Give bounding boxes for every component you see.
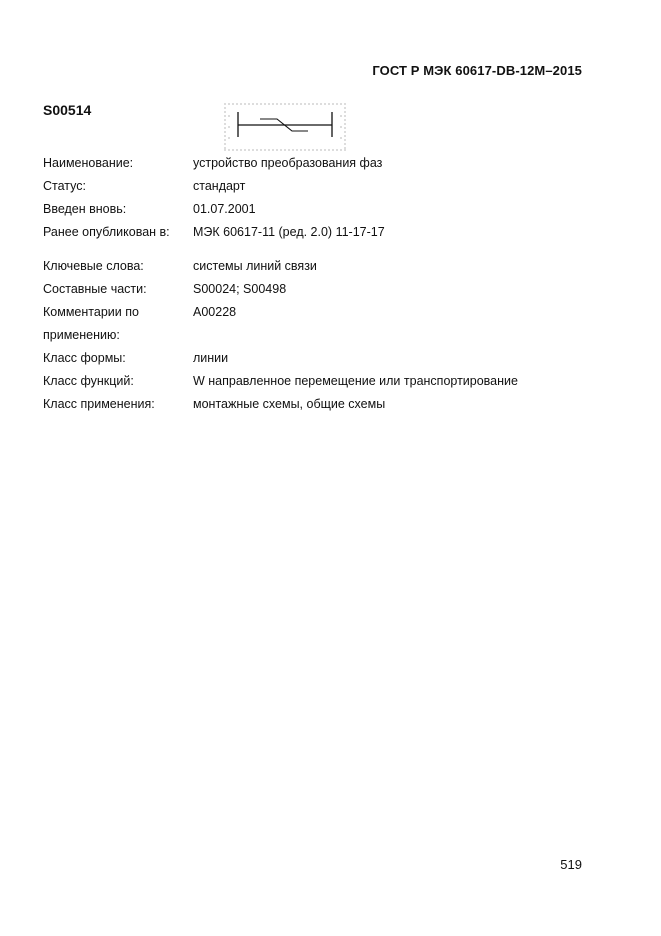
field-value: 01.07.2001: [193, 202, 256, 216]
field-label: Ключевые слова:: [43, 259, 144, 273]
field-value: МЭК 60617-11 (ред. 2.0) 11-17-17: [193, 225, 385, 239]
field-value: W направленное перемещение или транспортирование: [193, 374, 518, 388]
field-value: монтажные схемы, общие схемы: [193, 397, 386, 411]
field-label: Комментарии по: [43, 305, 139, 319]
field-label: Составные части:: [43, 282, 147, 296]
field-value: линии: [193, 351, 229, 365]
field-label: Класс формы:: [43, 351, 126, 365]
field-label: Ранее опубликован в:: [43, 225, 170, 239]
field-label: Введен вновь:: [43, 202, 127, 216]
document-header: ГОСТ Р МЭК 60617-DB-12M–2015: [372, 63, 582, 78]
field-label: применению:: [43, 328, 120, 342]
symbol-code: S00514: [43, 102, 92, 118]
field-value: S00024; S00498: [193, 282, 287, 296]
field-label: Наименование:: [43, 156, 134, 170]
field-label: Класс функций:: [43, 374, 134, 388]
field-label: Класс применения:: [43, 397, 155, 411]
phase-changer-symbol-icon: [222, 101, 348, 153]
field-value: устройство преобразования фаз: [193, 156, 383, 170]
field-label: Статус:: [43, 179, 86, 193]
field-value: A00228: [193, 305, 237, 319]
field-value: системы линий связи: [193, 259, 317, 273]
field-value: стандарт: [193, 179, 246, 193]
page-number: 519: [560, 857, 582, 872]
